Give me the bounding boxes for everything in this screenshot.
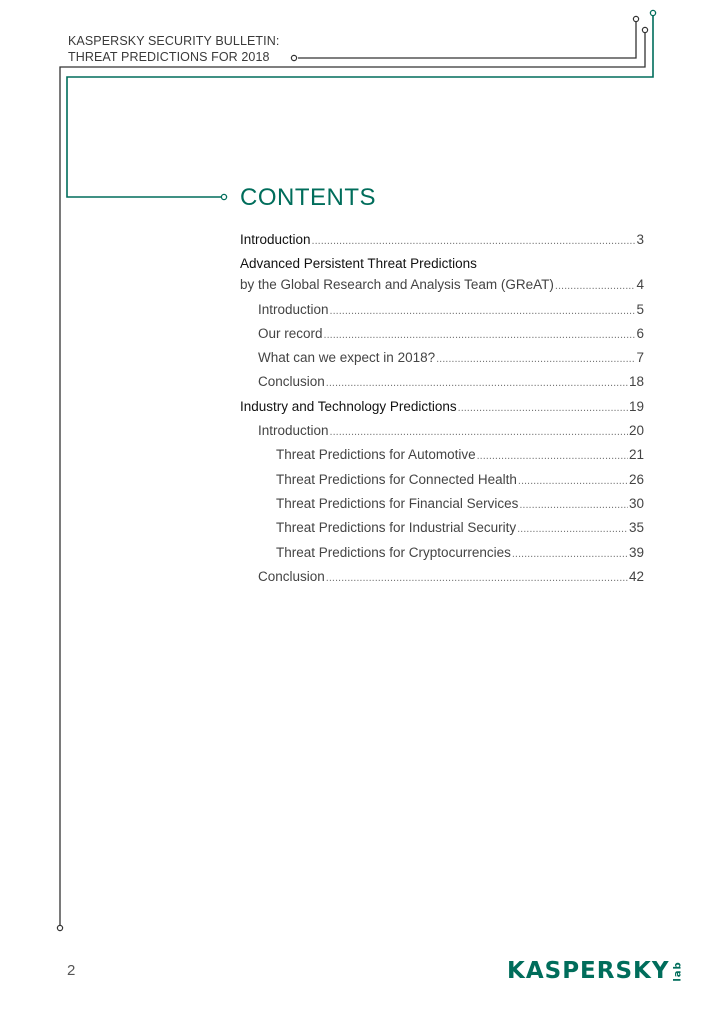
toc-entry-page: 6 [636, 325, 644, 341]
header-line-1: KASPERSKY SECURITY BULLETIN: [68, 34, 280, 48]
leader-dots [458, 399, 628, 417]
toc-entry-page: 26 [628, 471, 644, 487]
toc-entry-apt-introduction[interactable] [240, 301, 644, 325]
kaspersky-logo [507, 958, 688, 984]
toc-entry-page: 19 [628, 398, 644, 414]
toc-entry-industry-conclusion[interactable] [240, 568, 644, 592]
toc-entry-label: Threat Predictions for Connected Health [276, 471, 517, 487]
toc-entry-label: Conclusion [258, 568, 325, 584]
leader-dots [518, 472, 628, 490]
toc-entry-page: 7 [636, 350, 644, 366]
leader-dots [555, 277, 636, 295]
toc-entry-label: Industry and Technology Predictions [240, 398, 457, 414]
toc-entry-label: What can we expect in 2018? [258, 350, 436, 366]
toc-entry-apt-predictions[interactable] [240, 255, 644, 300]
contents-title: CONTENTS [240, 184, 376, 211]
logo-lab: lab [672, 961, 684, 982]
toc-entry-page: 3 [636, 232, 644, 247]
leader-dots [324, 326, 636, 344]
leader-dots [326, 569, 628, 587]
toc-entry-label: Threat Predictions for Cryptocurrencies [276, 544, 511, 560]
toc-entry-page: 18 [628, 374, 644, 390]
toc-entry-industry-predictions[interactable] [240, 398, 644, 422]
toc-entry-label-line1: Advanced Persistent Threat Predictions [240, 256, 477, 272]
toc-entry-page: 21 [628, 447, 644, 463]
leader-dots [517, 520, 628, 538]
document-header [68, 33, 279, 65]
toc-entry-page: 4 [636, 277, 644, 293]
toc-entry-expect-2018[interactable] [240, 349, 644, 373]
toc-entry-label: Our record [258, 325, 323, 341]
toc-entry-our-record[interactable] [240, 325, 644, 349]
toc-entry-industrial-security[interactable] [240, 519, 644, 543]
page-number: 2 [67, 962, 76, 979]
leader-dots [326, 374, 628, 392]
leader-dots [436, 350, 635, 368]
toc-entry-cryptocurrencies[interactable] [240, 544, 644, 568]
toc-entry-page: 35 [628, 520, 644, 536]
toc-entry-label: Introduction [258, 301, 329, 317]
toc-entry-page: 30 [628, 495, 644, 511]
toc-entry-label: by the Global Research and Analysis Team (GReAT) [240, 277, 554, 293]
toc-entry-page: 39 [628, 544, 644, 560]
toc-entry-page: 42 [628, 568, 644, 584]
toc-entry-connected-health[interactable] [240, 471, 644, 495]
toc-entry-page: 5 [636, 301, 644, 317]
leader-dots [330, 302, 636, 320]
toc-entry-label: Threat Predictions for Financial Services [276, 495, 519, 511]
toc-entry-industry-introduction[interactable] [240, 422, 644, 446]
logo-text: KASPERSKY [507, 958, 670, 984]
leader-dots [330, 423, 628, 441]
toc-entry-label: Introduction [240, 232, 311, 247]
leader-dots [477, 447, 628, 465]
toc-entry-label: Introduction [258, 423, 329, 439]
leader-dots [312, 232, 636, 250]
toc-entry-financial-services[interactable] [240, 495, 644, 519]
leader-dots [512, 545, 628, 563]
toc-entry-label: Conclusion [258, 374, 325, 390]
toc-entry-automotive[interactable] [240, 446, 644, 470]
toc-entry-page: 20 [628, 423, 644, 439]
leader-dots [519, 496, 628, 514]
table-of-contents [240, 231, 644, 592]
toc-entry-label: Threat Predictions for Automotive [276, 447, 476, 463]
header-line-2: THREAT PREDICTIONS FOR 2018 [68, 50, 270, 64]
toc-entry-introduction[interactable] [240, 231, 644, 255]
toc-entry-label: Threat Predictions for Industrial Security [276, 520, 517, 536]
toc-entry-apt-conclusion[interactable] [240, 373, 644, 397]
